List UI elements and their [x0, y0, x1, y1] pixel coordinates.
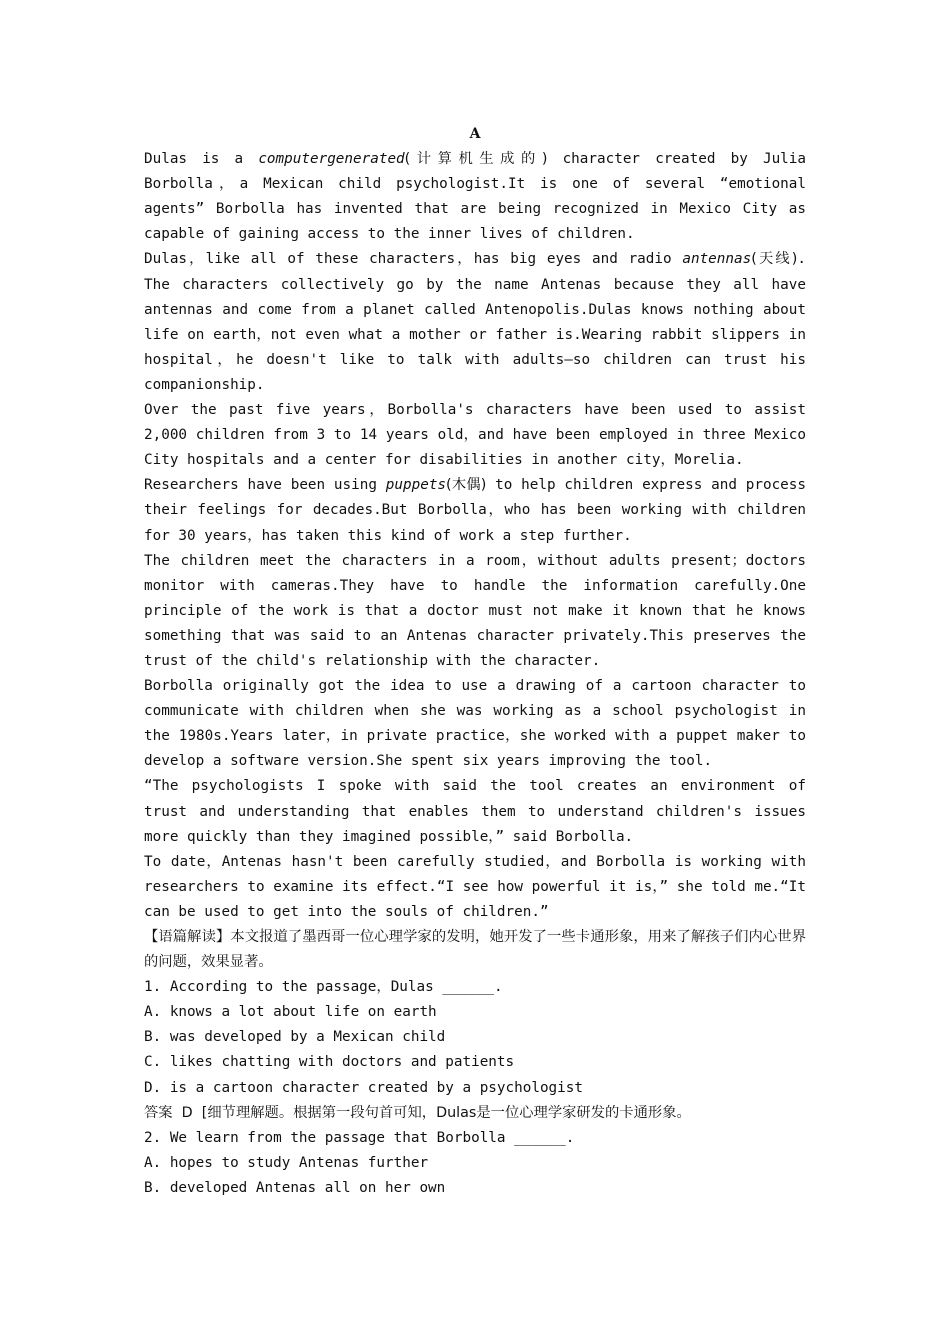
- p4-text: Researchers have been using: [144, 477, 386, 494]
- p1-text: Dulas is a: [144, 151, 259, 168]
- p1-term: computergenerated: [258, 151, 405, 168]
- passage-heading: A: [469, 126, 481, 142]
- p1-gloss: (计算机生成的): [404, 151, 548, 168]
- paragraph-4: [144, 473, 806, 548]
- question-1-answer: 答案 D [细节理解题。根据第一段句首可知，Dulas是一位心理学家研发的卡通形象。: [144, 1104, 691, 1121]
- document-page: [144, 122, 806, 1201]
- paragraph-6: Borbolla originally got the idea to use a drawing of a cartoon character to communicate with children when she was working as a school psychologist in the 1980s.Years later，in private practice，she worked with a puppet maker to develop a software version.She spent six years improving the tool.: [144, 678, 806, 770]
- question-1-option-c: C. likes chatting with doctors and patients: [144, 1054, 515, 1071]
- p4-term: puppets: [385, 477, 447, 494]
- passage-analysis: 【语篇解读】本文报道了墨西哥一位心理学家的发明，她开发了一些卡通形象，用来了解孩子们内心世界的问题，效果显著。: [144, 929, 806, 971]
- paragraph-2: [144, 247, 806, 398]
- paragraph-7: “The psychologists I spoke with said the tool creates an environment of trust and understanding that enables them to understand children's issues more quickly than they imagined possible，” said Borbolla.: [144, 778, 806, 845]
- question-2-option-b: B. developed Antenas all on her own: [144, 1179, 446, 1196]
- paragraph-1: [144, 147, 806, 247]
- question-2-option-a: A. hopes to study Antenas further: [144, 1154, 429, 1171]
- question-2-stem: 2. We learn from the passage that Borbolla ______.: [144, 1129, 575, 1146]
- p2-term: antennas: [682, 251, 752, 268]
- question-1-option-a: A. knows a lot about life on earth: [144, 1004, 437, 1021]
- p4-gloss: (木偶): [446, 477, 487, 494]
- question-1-option-d: D. is a cartoon character created by a psychologist: [144, 1079, 583, 1096]
- paragraph-5: The children meet the characters in a room，without adults present；doctors monitor with cameras.They have to handle the information carefully.One principle of the work is that a doctor must not make it known that he knows something that was said to an Antenas character privately.This preserves the trust of the child's relationship with the character.: [144, 552, 806, 669]
- paragraph-3: Over the past five years，Borbolla's characters have been used to assist 2,000 children from 3 to 14 years old，and have been employed in three Mexico City hospitals and a center for disabilities in another city，Morelia.: [144, 402, 806, 469]
- p1-text-cont: character created by Julia Borbolla，a Mexican child psychologist.It is one of several “emotional agents” Borbolla has invented that are being recognized in Mexico City as capable of gaining access to the inner lives of children.: [144, 151, 807, 243]
- question-1-option-b: B. was developed by a Mexican child: [144, 1029, 446, 1046]
- paragraph-8: To date，Antenas hasn't been carefully studied，and Borbolla is working with researchers to examine its effect.“I see how powerful it is，” she told me.“It can be used to get into the souls of children.”: [144, 853, 806, 920]
- p2-text: Dulas，like all of these characters，has big eyes and radio: [144, 251, 683, 268]
- p2-gloss: (天线): [751, 251, 798, 268]
- question-1-stem: 1. According to the passage，Dulas ______.: [144, 979, 503, 996]
- p4-text-cont: to help children express and process their feelings for decades.But Borbolla，who has been working with children for 30 years，has taken this kind of work a step further.: [144, 477, 806, 544]
- p2-text-cont: . The characters collectively go by the name Antenas because they all have antennas and come from a planet called Antenopolis.Dulas knows nothing about life on earth，not even what a mother or father is.Wearing rabbit slippers in hospital，he doesn't like to talk with adults—so children can trust his companionship.: [144, 251, 806, 393]
